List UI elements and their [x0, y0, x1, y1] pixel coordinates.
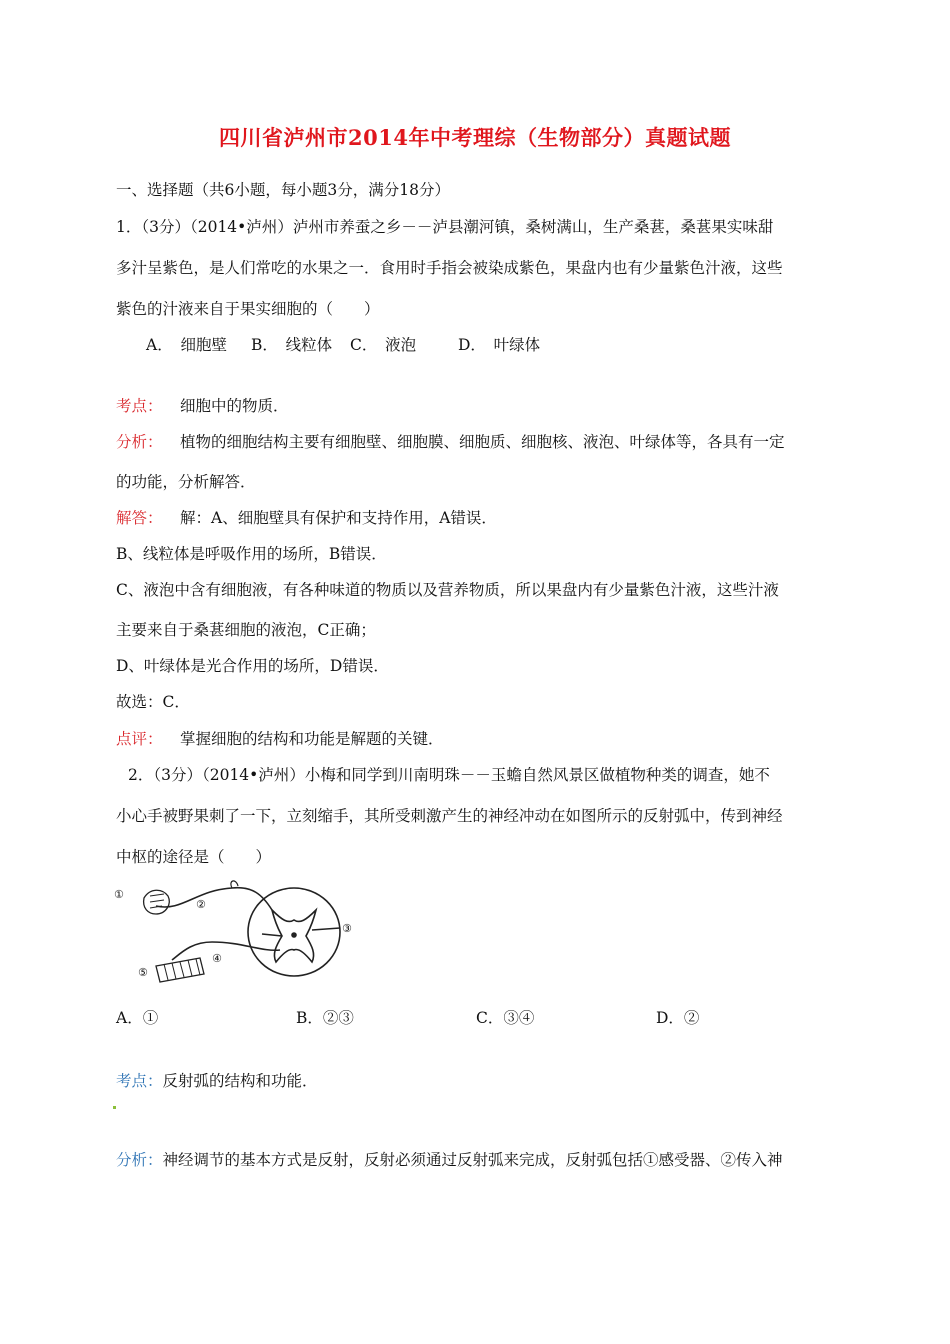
q1-option-c: C． 液泡 — [350, 336, 417, 354]
q1-jieda-line-6: 故选：C． — [116, 693, 190, 711]
q1-jieda-line-5: D、叶绿体是光合作用的场所，D错误． — [116, 657, 389, 675]
q1-jieda-line-2: B、线粒体是呼吸作用的场所，B错误． — [116, 545, 387, 563]
jieda-label: 解答： — [116, 509, 163, 527]
q1-fenxi-line-2: 的功能，分析解答． — [116, 473, 256, 491]
dianping-text: 掌握细胞的结构和功能是解题的关键． — [180, 730, 444, 748]
kaodian-text: 细胞中的物质． — [180, 397, 289, 415]
q2-option-b: B．②③ — [296, 1009, 354, 1027]
fenxi-label: 分析： — [116, 433, 163, 451]
fenxi-text-1: 植物的细胞结构主要有细胞壁、细胞膜、细胞质、细胞核、液泡、叶绿体等，各具有一定 — [180, 433, 785, 451]
q1-jieda-line-3: C、液泡中含有细胞液，有各种味道的物质以及营养物质，所以果盘内有少量紫色汁液，这些汁液 — [116, 581, 779, 599]
q2-kaodian — [116, 1069, 318, 1091]
q2-stem-line-3: 中枢的途径是（ ） — [116, 848, 272, 866]
q1-stem-line-2: 多汁呈紫色，是人们常吃的水果之一．食用时手指会被染成紫色，果盘内也有少量紫色汁液，这些 — [116, 259, 783, 277]
diagram-label-4: ④ — [212, 952, 222, 965]
q2-option-d: D．② — [656, 1009, 700, 1027]
kaodian-label-2: 考点： — [116, 1072, 163, 1090]
jieda-text-1: 解：A、细胞壁具有保护和支持作用，A错误． — [180, 509, 497, 527]
q2-fenxi — [116, 1148, 783, 1170]
q1-stem-line-1: 1．（3分）（2014•泸州）泸州市养蚕之乡－－泸县潮河镇，桑树满山，生产桑葚，桑葚果实味甜 — [116, 218, 774, 236]
diagram-label-2: ② — [196, 898, 206, 911]
q1-option-a: A． 细胞壁 — [146, 336, 227, 354]
q1-option-d: D． 叶绿体 — [458, 336, 541, 354]
document-title: 四川省泸州市2014年中考理综（生物部分）真题试题 — [219, 125, 731, 150]
stray-mark — [113, 1106, 116, 1109]
fenxi-label-2: 分析： — [116, 1151, 163, 1169]
q1-jieda-line-4: 主要来自于桑葚细胞的液泡，C正确； — [116, 621, 376, 639]
kaodian-text-2: 反射弧的结构和功能． — [162, 1072, 318, 1090]
kaodian-label: 考点： — [116, 397, 163, 415]
reflex-arc-diagram — [112, 880, 358, 986]
dianping-label: 点评： — [116, 730, 163, 748]
section-heading: 一、选择题（共6小题，每小题3分，满分18分） — [116, 181, 450, 199]
q2-option-c: C．③④ — [476, 1009, 535, 1027]
q2-options — [116, 1006, 699, 1028]
q2-stem-line-2: 小心手被野果刺了一下，立刻缩手，其所受刺激产生的神经冲动在如图所示的反射弧中，传到神经 — [116, 807, 783, 825]
q1-option-b: B． 线粒体 — [251, 336, 333, 354]
q1-jieda — [116, 506, 497, 528]
fenxi-text-2: 神经调节的基本方式是反射，反射必须通过反射弧来完成，反射弧包括①感受器、②传入神 — [162, 1151, 783, 1169]
q2-stem-line-1: 2．（3分）（2014•泸州）小梅和同学到川南明珠－－玉蟾自然风景区做植物种类的调查，她不 — [128, 766, 770, 784]
q1-kaodian — [116, 394, 289, 416]
diagram-label-5: ⑤ — [138, 966, 148, 979]
q1-options — [146, 333, 540, 355]
diagram-label-1: ① — [114, 888, 124, 901]
q1-stem-line-3: 紫色的汁液来自于果实细胞的（ ） — [116, 300, 380, 318]
q2-option-a: A．① — [116, 1009, 159, 1027]
diagram-label-3: ③ — [342, 922, 352, 935]
q1-dianping — [116, 727, 444, 749]
q1-fenxi — [116, 430, 785, 452]
